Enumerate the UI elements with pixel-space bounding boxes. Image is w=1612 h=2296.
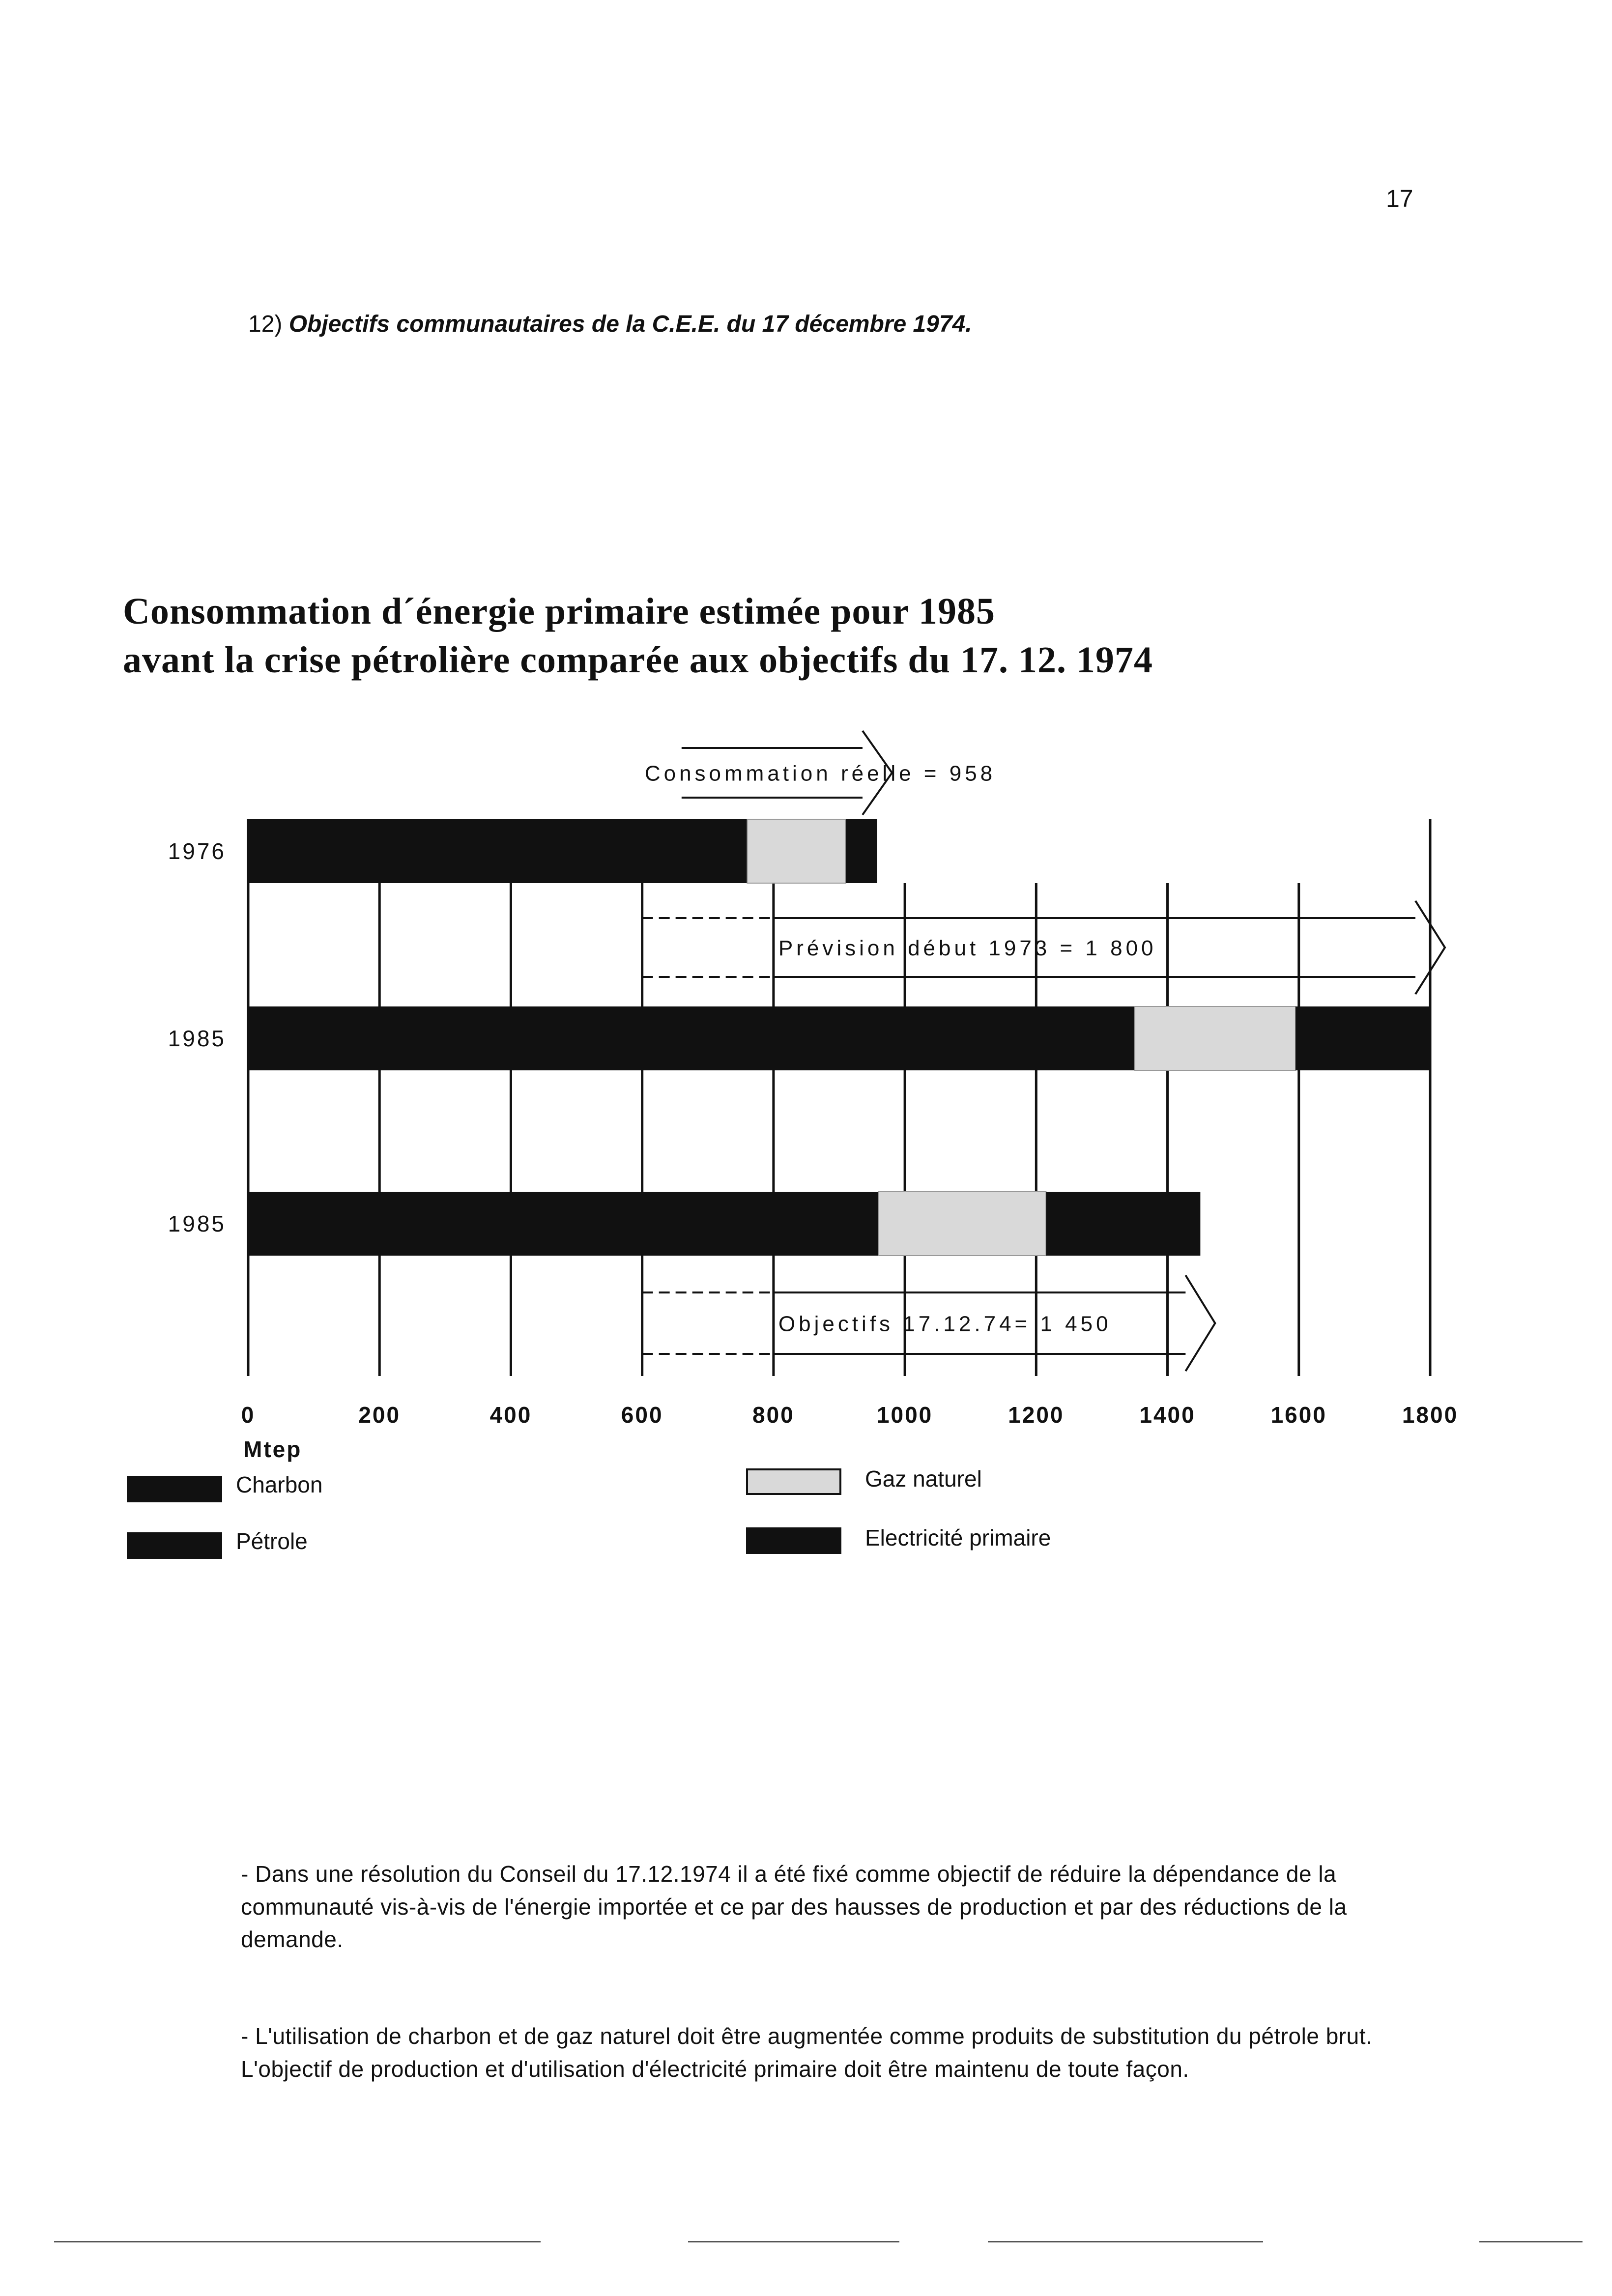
y-category-label: 1985 [168,1211,226,1236]
chart-title [123,587,1153,685]
bar-segment-1985-3 [1046,1192,1200,1256]
section-heading-text: Objectifs communautaires de la C.E.E. du 17 décembre 1974. [288,311,972,337]
labels [168,838,1459,1462]
annotation-label: Objectifs 17.12.74= 1 450 [778,1312,1112,1336]
x-tick-label: 1000 [876,1402,933,1428]
page-number: 17 [1386,185,1413,212]
footer-rule-right [988,2241,1263,2242]
x-tick-label: 600 [621,1402,663,1428]
legend-swatch-3 [747,1469,840,1494]
annotation-label: Prévision début 1973 = 1 800 [778,936,1157,960]
bar-segment-1976-2 [747,819,845,883]
x-tick-label: 1600 [1270,1402,1327,1428]
footer-rule-far-right [1479,2241,1583,2242]
legend-label: Gaz naturel [865,1466,982,1492]
annotation-label: Consommation réelle = 958 [644,761,996,786]
energy-chart [0,727,1612,1592]
chart-title-line-2: avant la crise pétrolière comparée aux objectifs du 17. 12. 1974 [123,639,1153,681]
legend-label: Pétrole [236,1528,308,1554]
x-tick-label: 1400 [1139,1402,1196,1428]
y-category-label: 1985 [168,1026,226,1051]
chart-title-line-1: Consommation d´énergie primaire estimée pour 1985 [123,591,995,632]
legend-swatch-4 [747,1528,840,1553]
x-tick-label: 400 [489,1402,532,1428]
legend [128,1466,1051,1558]
x-tick-label: 0 [241,1402,256,1428]
x-tick-label: 800 [752,1402,795,1428]
y-category-label: 1976 [168,838,226,864]
arrow-head [1185,1275,1215,1371]
paragraph-2: - L'utilisation de charbon et de gaz naturel doit être augmentée comme produits de substitution du pétrole brut. L'objectif de production et d'utilisation d'électricité primaire doit être maintenu de toute façon. [241,2023,1373,2082]
bar-segment-1985-2 [879,1192,1046,1256]
footer-rule-middle [688,2241,899,2242]
bar-segment-1985-2 [1135,1006,1295,1070]
paragraph-1: - Dans une résolution du Conseil du 17.12.1974 il a été fixé comme objectif de réduire la dépendance de la communauté vis-à-vis de l'énergie importée et ce par des hausses de production et par des réductions de la demande. [241,1861,1347,1952]
legend-label: Charbon [236,1472,323,1497]
x-tick-label: 200 [358,1402,401,1428]
x-tick-label: 1200 [1008,1402,1065,1428]
legend-swatch-1 [128,1477,221,1501]
x-axis-unit: Mtep [243,1436,302,1462]
section-heading-number: 12) [248,311,283,337]
footer-rule-left [54,2241,541,2242]
bar-segment-1985-3 [1295,1006,1430,1070]
bar-segment-1976-3 [846,819,877,883]
legend-swatch-2 [128,1533,221,1558]
bar-segment-1985-1 [248,1006,1135,1070]
bar-segment-1976-1 [248,819,747,883]
bars [248,819,1430,1256]
section-heading [248,311,972,338]
x-tick-label: 1800 [1402,1402,1459,1428]
legend-label: Electricité primaire [865,1525,1051,1550]
bar-segment-1985-1 [248,1192,879,1256]
